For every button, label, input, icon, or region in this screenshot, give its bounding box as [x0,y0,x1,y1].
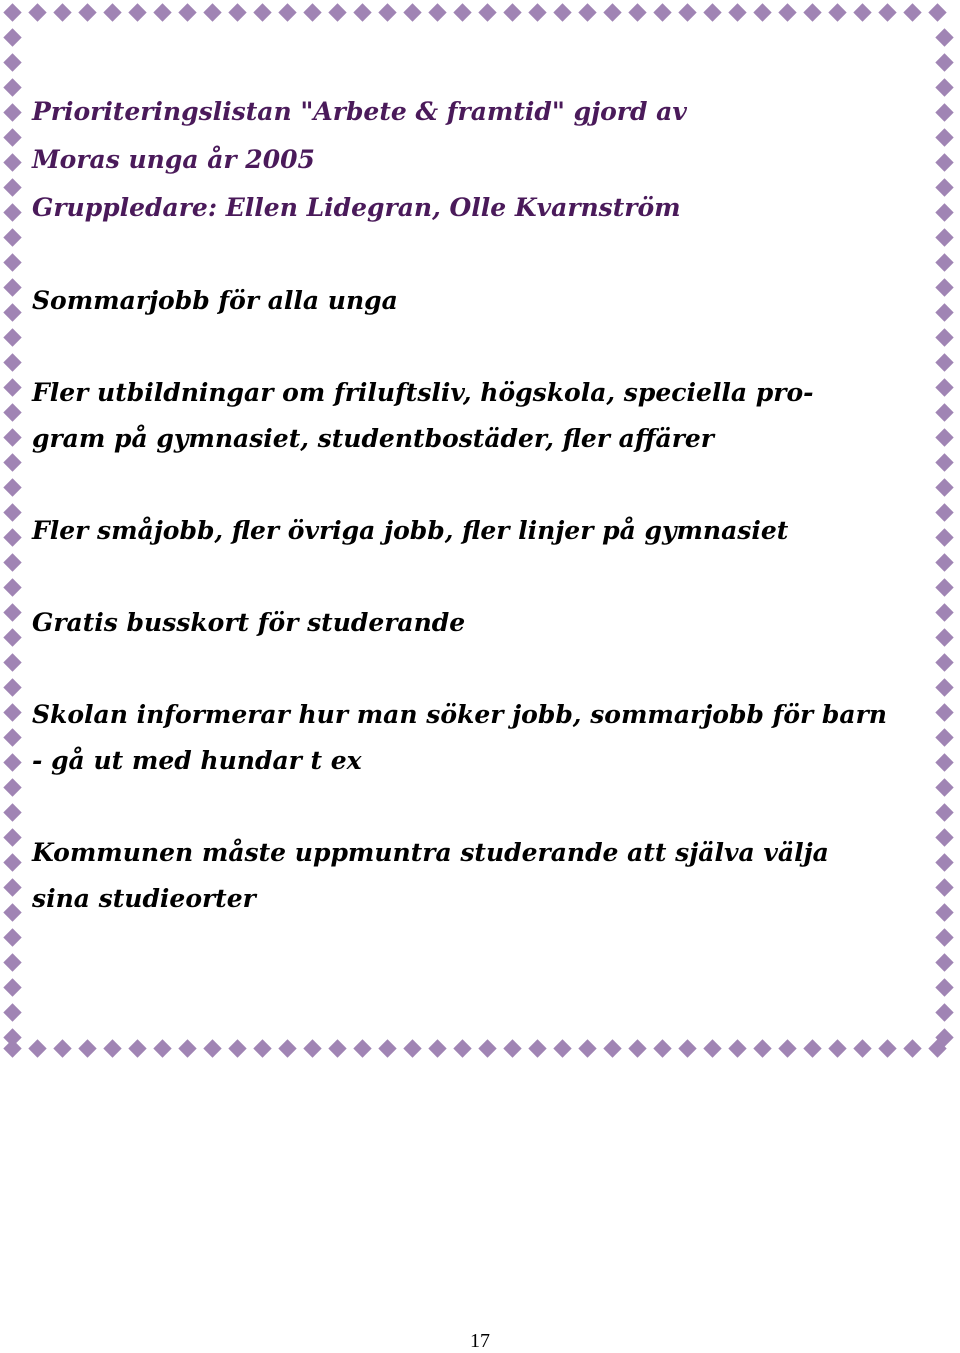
border-diamond [935,203,953,221]
border-diamond [3,378,21,396]
border-diamond [853,1039,871,1057]
border-diamond [878,3,896,21]
border-diamond [303,1039,321,1057]
priority-item-6-line-1: Kommunen måste uppmuntra studerande att själva välja [32,838,829,867]
border-diamond [603,3,621,21]
border-diamond [3,603,21,621]
page-number: 17 [470,1330,490,1352]
border-diamond [78,3,96,21]
border-diamond [628,3,646,21]
border-diamond [935,103,953,121]
border-diamond [3,628,21,646]
border-diamond [935,978,953,996]
border-diamond [3,878,21,896]
border-diamond [3,978,21,996]
border-diamond [935,328,953,346]
border-diamond [203,1039,221,1057]
border-diamond [3,3,21,21]
border-diamond [578,3,596,21]
border-diamond [3,28,21,46]
border-diamond [103,3,121,21]
border-diamond [3,403,21,421]
priority-item-1: Sommarjobb för alla unga [32,286,398,315]
border-diamond [3,653,21,671]
border-diamond [828,3,846,21]
border-diamond [935,128,953,146]
border-diamond [935,478,953,496]
border-diamond [3,703,21,721]
border-diamond [203,3,221,21]
border-diamond [453,3,471,21]
border-diamond [228,3,246,21]
border-diamond [478,3,496,21]
border-diamond [153,3,171,21]
border-diamond [628,1039,646,1057]
border-diamond [253,1039,271,1057]
border-diamond [403,3,421,21]
border-diamond [803,1039,821,1057]
priority-item-2-line-1: Fler utbildningar om friluftsliv, högskola, speciella pro- [32,378,814,407]
border-diamond [3,103,21,121]
header-year-line: Moras unga år 2005 [32,145,315,174]
border-diamond [378,3,396,21]
border-diamond [935,403,953,421]
border-diamond [303,3,321,21]
border-diamond [778,3,796,21]
border-diamond [278,3,296,21]
border-diamond [3,203,21,221]
border-diamond [3,1028,21,1046]
border-diamond [728,1039,746,1057]
border-diamond [253,3,271,21]
border-diamond [403,1039,421,1057]
header-leaders-line: Gruppledare: Ellen Lidegran, Olle Kvarnström [32,193,681,222]
border-diamond [935,678,953,696]
border-diamond [903,1039,921,1057]
border-diamond [128,1039,146,1057]
border-diamond [3,153,21,171]
border-diamond [928,3,946,21]
border-diamond [678,1039,696,1057]
border-diamond [553,1039,571,1057]
border-diamond [3,903,21,921]
border-diamond [903,3,921,21]
priority-item-5-line-1: Skolan informerar hur man söker jobb, sommarjobb för barn [32,700,887,729]
border-diamond [653,1039,671,1057]
border-diamond [3,53,21,71]
border-diamond [935,153,953,171]
border-diamond [853,3,871,21]
border-diamond [3,853,21,871]
border-diamond [778,1039,796,1057]
border-diamond [935,578,953,596]
border-diamond [3,753,21,771]
border-diamond [478,1039,496,1057]
border-diamond [3,578,21,596]
border-diamond [3,553,21,571]
border-diamond [453,1039,471,1057]
border-diamond [3,328,21,346]
border-diamond [935,528,953,546]
border-diamond [728,3,746,21]
border-diamond [428,1039,446,1057]
border-diamond [935,53,953,71]
border-diamond [935,928,953,946]
border-diamond [528,3,546,21]
border-diamond [3,478,21,496]
border-diamond [3,828,21,846]
border-diamond [3,803,21,821]
border-diamond [935,653,953,671]
border-diamond [3,278,21,296]
border-diamond [3,678,21,696]
border-diamond [935,503,953,521]
border-diamond [935,378,953,396]
border-diamond [935,703,953,721]
border-diamond [878,1039,896,1057]
border-diamond [678,3,696,21]
border-diamond [503,3,521,21]
border-diamond [3,453,21,471]
border-diamond [3,353,21,371]
border-diamond [53,3,71,21]
border-diamond [178,1039,196,1057]
border-diamond [935,553,953,571]
border-diamond [128,3,146,21]
border-diamond [803,3,821,21]
border-diamond [353,3,371,21]
border-diamond [328,3,346,21]
border-diamond [753,3,771,21]
border-diamond [3,928,21,946]
border-diamond [828,1039,846,1057]
border-diamond [935,353,953,371]
border-diamond [935,628,953,646]
border-diamond [753,1039,771,1057]
border-diamond [28,1039,46,1057]
border-diamond [653,3,671,21]
border-diamond [3,78,21,96]
border-diamond [703,1039,721,1057]
border-diamond [3,1003,21,1021]
border-diamond [935,778,953,796]
border-diamond [228,1039,246,1057]
border-diamond [3,303,21,321]
border-diamond [935,428,953,446]
border-diamond [935,453,953,471]
border-diamond [28,3,46,21]
border-diamond [935,28,953,46]
border-diamond [935,753,953,771]
border-diamond [935,853,953,871]
border-diamond [578,1039,596,1057]
border-diamond [935,1003,953,1021]
border-diamond [3,728,21,746]
border-diamond [935,603,953,621]
border-diamond [935,878,953,896]
border-diamond [3,228,21,246]
border-diamond [935,178,953,196]
border-diamond [3,178,21,196]
border-diamond [153,1039,171,1057]
border-diamond [378,1039,396,1057]
border-diamond [3,253,21,271]
priority-item-6-line-2: sina studieorter [32,884,256,913]
border-diamond [935,903,953,921]
priority-item-4: Gratis busskort för studerande [32,608,466,637]
border-diamond [353,1039,371,1057]
header-title-line: Prioriteringslistan "Arbete & framtid" gjord av [32,97,687,126]
border-diamond [328,1039,346,1057]
border-diamond [935,803,953,821]
border-diamond [3,528,21,546]
border-diamond [178,3,196,21]
border-diamond [78,1039,96,1057]
border-diamond [3,428,21,446]
border-diamond [935,728,953,746]
document-body [32,88,922,922]
border-diamond [935,253,953,271]
document-header [32,88,922,232]
border-diamond [935,953,953,971]
border-diamond [935,228,953,246]
border-diamond [428,3,446,21]
border-diamond [3,128,21,146]
border-diamond [935,303,953,321]
border-diamond [528,1039,546,1057]
priority-item-3: Fler småjobb, fler övriga jobb, fler linjer på gymnasiet [32,516,789,545]
border-diamond [935,78,953,96]
border-diamond [603,1039,621,1057]
border-diamond [935,828,953,846]
border-diamond [3,953,21,971]
priority-item-2-line-2: gram på gymnasiet, studentbostäder, fler affärer [32,424,714,453]
border-diamond [703,3,721,21]
border-diamond [553,3,571,21]
border-diamond [3,778,21,796]
border-diamond [3,503,21,521]
border-diamond [278,1039,296,1057]
border-diamond [53,1039,71,1057]
border-diamond [935,278,953,296]
border-diamond [103,1039,121,1057]
border-diamond [503,1039,521,1057]
priority-item-5-line-2: - gå ut med hundar t ex [32,746,362,775]
